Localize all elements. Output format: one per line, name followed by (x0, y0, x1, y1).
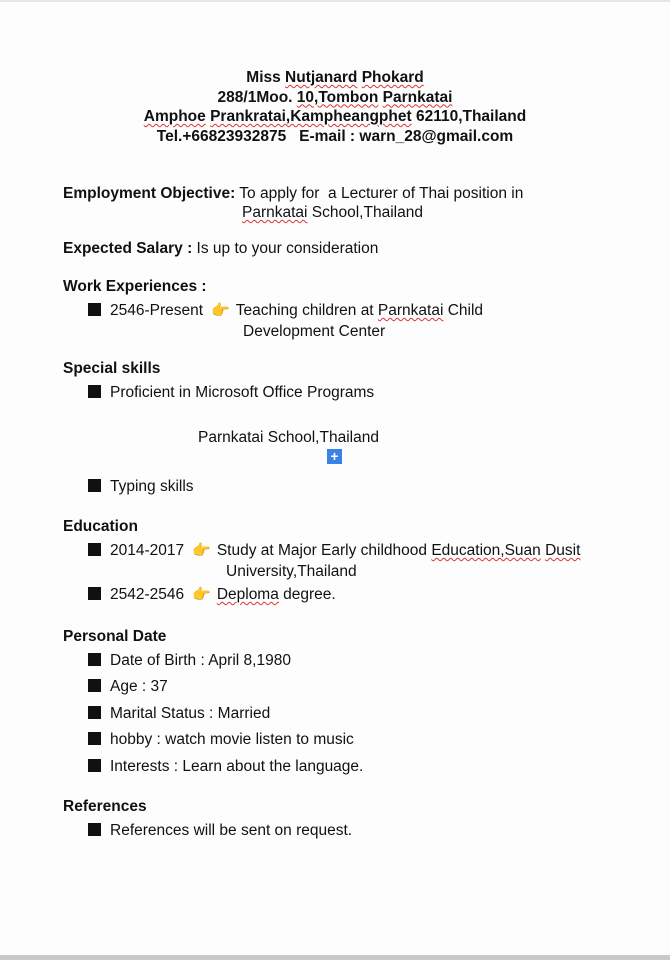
bullet-icon (88, 543, 101, 556)
bullet-icon (88, 587, 101, 600)
page-bottom-edge (0, 955, 670, 960)
salary-label: Expected Salary : (63, 240, 193, 257)
personal-heading: Personal Date (63, 628, 167, 645)
bullet-icon (88, 653, 101, 666)
stray-text: Parnkatai School,Thailand (198, 429, 379, 446)
bullet-icon (88, 823, 101, 836)
pointing-hand-icon: 👉 (192, 586, 211, 603)
bullet-icon (88, 732, 101, 745)
contact-line: Tel.+66823932875 E-mail : warn_28@gmail.com (156, 127, 514, 145)
personal-item: Marital Status : Married (88, 703, 270, 724)
pointing-hand-icon: 👉 (192, 542, 211, 559)
education-item: 2014-2017 👉 Study at Major Early childhood Education,Suan Dusit (88, 540, 580, 561)
expected-salary (63, 238, 378, 259)
education-heading: Education (63, 518, 138, 535)
address-line-1: 288/1Moo. 10,Tombon Parnkatai (217, 88, 453, 106)
education-item: 2542-2546 👉 Deploma degree. (88, 584, 336, 605)
bullet-icon (88, 479, 101, 492)
bullet-icon (88, 679, 101, 692)
salary-value: Is up to your consideration (192, 240, 379, 257)
personal-item: Age : 37 (88, 676, 168, 697)
resume-header (0, 68, 670, 146)
bullet-icon (88, 759, 101, 772)
page-top-edge (0, 0, 670, 2)
work-item-line2: Development Center (243, 323, 386, 340)
personal-item: hobby : watch movie listen to music (88, 729, 354, 750)
employment-objective (63, 183, 523, 204)
work-heading: Work Experiences : (63, 278, 207, 295)
objective-label: Employment Objective: (63, 185, 236, 202)
skills-heading: Special skills (63, 360, 161, 377)
reference-item: References will be sent on request. (88, 820, 352, 841)
bullet-icon (88, 706, 101, 719)
objective-text-line2: Parnkatai School,Thailand (242, 204, 423, 221)
add-plus-button[interactable]: + (327, 449, 342, 464)
personal-item: Date of Birth : April 8,1980 (88, 650, 291, 671)
address-line-2: Amphoe Prankratai,Kampheangphet 62110,Thailand (143, 108, 527, 125)
skill-item: Proficient in Microsoft Office Programs (88, 382, 374, 403)
applicant-name: Miss Nutjanard Phokard (246, 69, 424, 86)
skill-item: Typing skills (88, 476, 194, 497)
references-heading: References (63, 798, 147, 815)
bullet-icon (88, 385, 101, 398)
bullet-icon (88, 303, 101, 316)
pointing-hand-icon: 👉 (211, 302, 230, 319)
work-item: 2546-Present 👉 Teaching children at Parnkatai Child (88, 300, 483, 321)
personal-item: Interests : Learn about the language. (88, 756, 363, 777)
objective-text: To apply for a Lecturer of Thai position in (235, 185, 524, 202)
education-item-line2: University,Thailand (226, 563, 357, 580)
